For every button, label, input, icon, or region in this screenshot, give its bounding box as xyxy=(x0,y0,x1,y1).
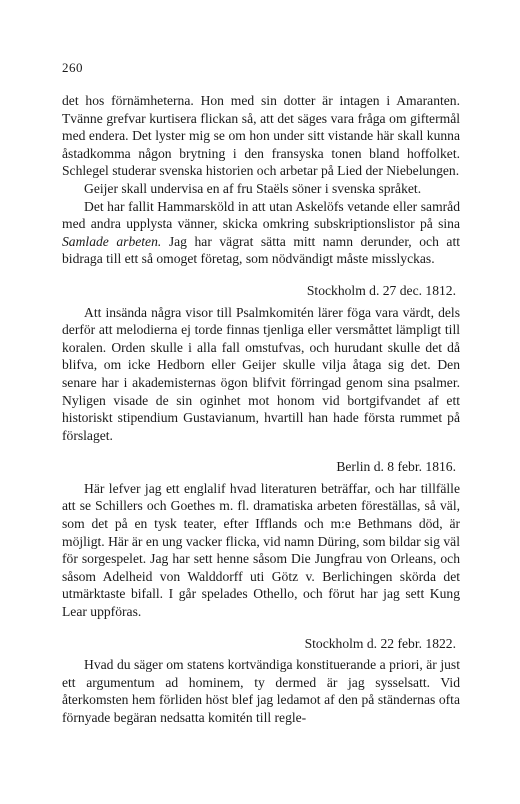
dateline-3: Stockholm d. 22 febr. 1822. xyxy=(304,635,456,651)
dateline-1: Stockholm d. 27 dec. 1812. xyxy=(306,282,456,298)
body-text xyxy=(62,92,460,727)
paragraph-2: Geijer skall undervisa en af fru Staëls söner i svenska språket. xyxy=(84,180,422,196)
paragraph-1: det hos förnämheterna. Hon med sin dotter är intagen i Amaranten. Tvänne grefvar kurtisera flickan så, att det säges vara fråga om giftermål med endera. Det lyster mig se om hon under sitt vistande här skall kunna åstadkomma någon brytning i den fransyska tonen bland hoffolket. Schlegel studerar svenska historien och arbetar på Lied der Niebelungen. xyxy=(62,93,460,179)
dateline-2: Berlin d. 8 febr. 1816. xyxy=(336,459,456,475)
paragraph-5: Här lefver jag ett englalif hvad literaturen beträffar, och har tillfälle att se Schillers och Goethes m. fl. dramatiska arbeten föreställas, så väl, som det på en tysk teater, efter Ifflands och m:e Bethmans död, är möjligt. Här är en ung vacker flicka, vid namn Düring, som bildar sig väl för sorgespelet. Jag har sett henne såsom Die Jungfrau von Orleans, och såsom Adelheid von Walddorff uti Götz v. Berlichingen skörda det utmärktaste bifall. I går spelades Othello, och förut har jag sett Kung Lear uppföras. xyxy=(62,480,460,620)
paragraph-3 xyxy=(62,198,460,268)
paragraph-3-text-a: Det har fallit Hammarsköld in att utan Askelöfs vetande eller samråd med andra upplysta vänner, skicka omkring subskriptionslistor på sina xyxy=(62,198,460,232)
paragraph-3-text-b: Jag har vägrat sätta mitt namn derunder, och att bidraga till ett så omoget företag, som nödvändigt måste misslyckas. xyxy=(62,233,460,267)
paragraph-6: Hvad du säger om statens kortvändiga konstituerande a priori, är just ett argumentum ad hominem, ty dermed är jag sysselsatt. Vid återkomsten hem förliden höst blef jag ledamot af den på ständernas ofta förnyade begäran nedsatta komitén till regle- xyxy=(62,657,460,725)
page-number: 260 xyxy=(62,60,83,75)
paragraph-4: Att insända några visor till Psalmkomitén lärer föga vara värdt, dels derför att melodierna ej torde finnas tjenliga eller versmåttet lämpligt till koralen. Orden skulle i alla fall omstufvas, och hurudant skulle det då blifva, om icke Hedborn eller Geijer skulle vilja åtaga sig det. Den senare har i akademisternas ögon blifvit förringad genom sina psalmer. Nyligen visade de sin oginhet mot honom vid bortgifvandet af ett historiskt stipendium Gustavianum, hvartill han hade första rummet på förslaget. xyxy=(62,304,460,443)
work-title: Samlade arbeten. xyxy=(62,233,162,249)
